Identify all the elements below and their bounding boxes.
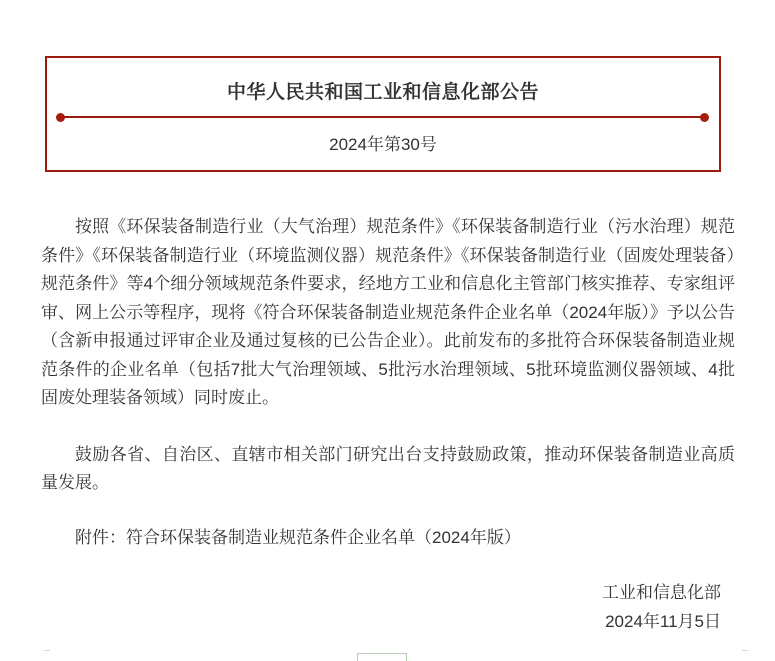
- announcement-body: [41, 213, 735, 636]
- cutoff-widget-border: [357, 653, 407, 661]
- divider-rule: [60, 116, 705, 118]
- body-paragraph: 按照《环保装备制造行业（大气治理）规范条件》《环保装备制造行业（污水治理）规范条件》《环保装备制造行业（环境监测仪器）规范条件》《环保装备制造行业（固废处理装备）规范条件》等4个细分领域规范条件要求，经地方工业和信息化主管部门核实推荐、专家组评审、网上公示等程序，现将《符合环保装备制造业规范条件企业名单（2024年版）》予以公告（含新申报通过评审企业及通过复核的已公告企业）。此前发布的多批符合环保装备制造业规范条件的企业名单（包括7批大气治理领域、5批污水治理领域、5批环境监测仪器领域、4批固废处理装备领域）同时废止。: [41, 217, 735, 407]
- attachment-link[interactable]: 附件：符合环保装备制造业规范条件企业名单（2024年版）: [75, 527, 521, 547]
- issue-date: 2024年11月5日: [605, 611, 721, 631]
- announcement-header-box: [45, 56, 721, 172]
- rule-dot-left-icon: [56, 113, 65, 122]
- signature-block: [41, 579, 735, 636]
- rule-dot-right-icon: [700, 113, 709, 122]
- body-paragraph: 鼓励各省、自治区、直辖市相关部门研究出台支持鼓励政策，推动环保装备制造业高质量发展。: [41, 444, 735, 492]
- announcement-title: 中华人民共和国工业和信息化部公告: [226, 82, 539, 103]
- artifact-mark: [742, 650, 748, 651]
- artifact-mark: [44, 650, 50, 651]
- issuer-signature: 工业和信息化部: [602, 583, 721, 602]
- issue-number: 2024年第30号: [329, 135, 437, 154]
